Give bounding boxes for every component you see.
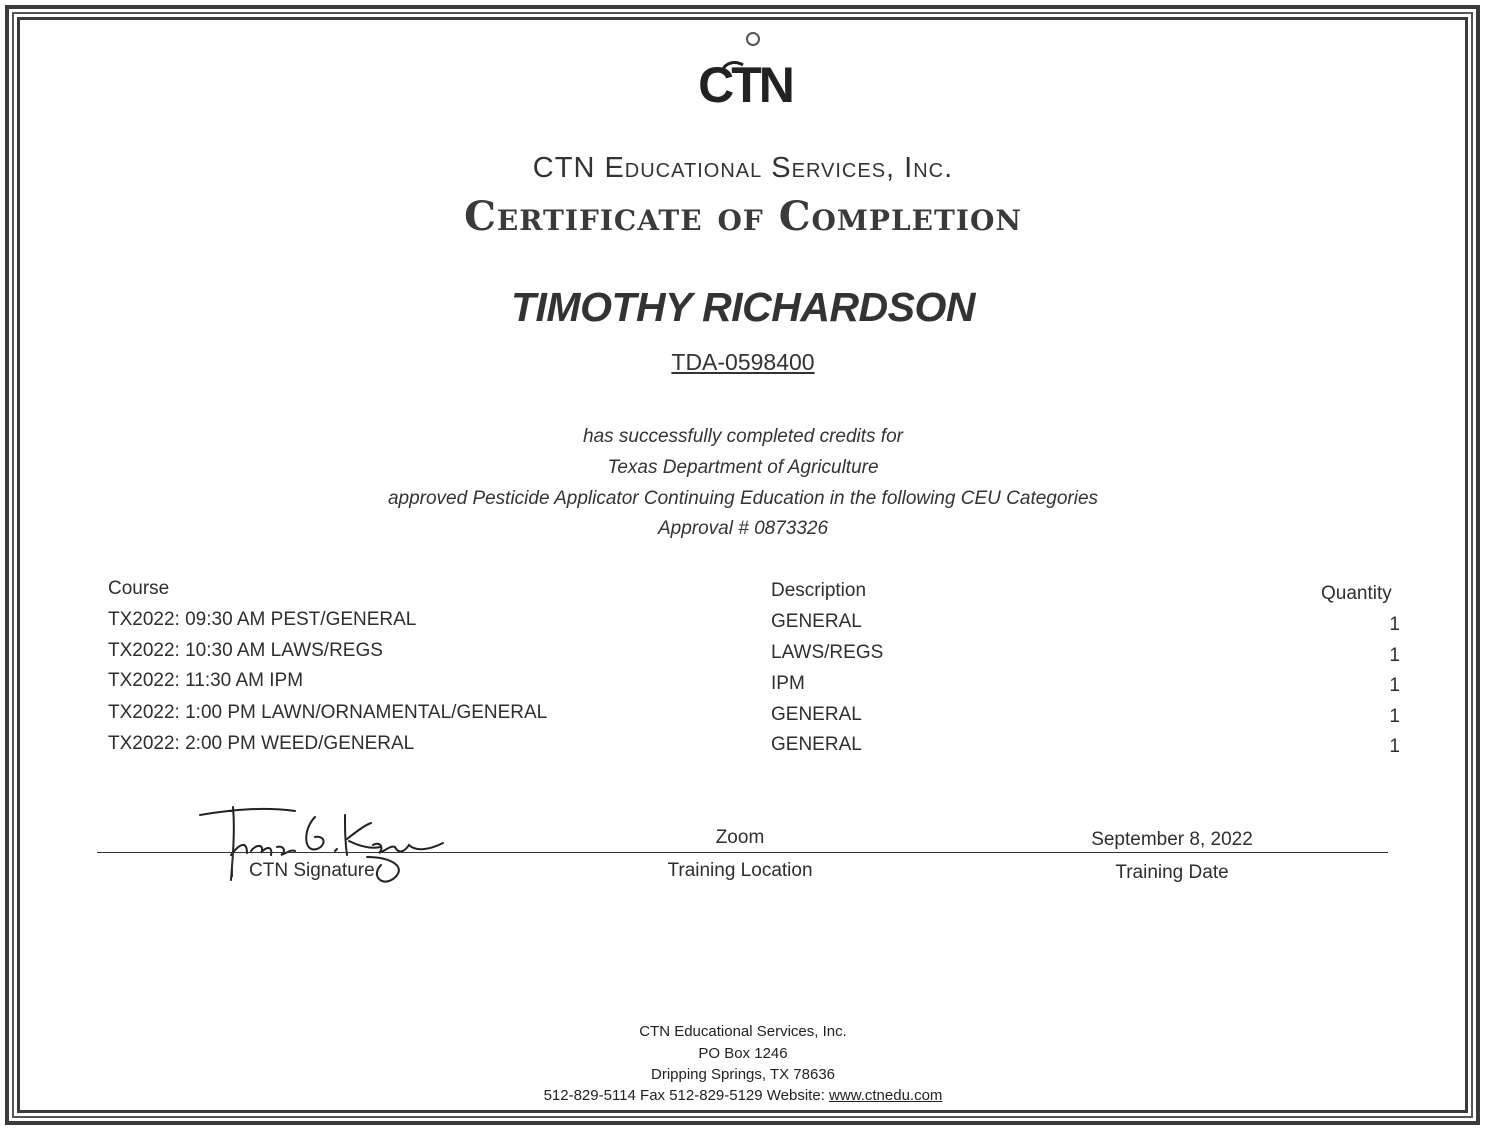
training-date-value: September 8, 2022 bbox=[1091, 829, 1253, 850]
course-cell: TX2022: 11:30 AM IPM bbox=[108, 670, 304, 691]
header-description: Description bbox=[771, 580, 867, 601]
logo-text: CTN bbox=[698, 57, 792, 113]
course-cell: TX2022: 2:00 PM WEED/GENERAL bbox=[108, 733, 415, 754]
quantity-cell: 1 bbox=[1389, 645, 1400, 666]
signature-line-tick bbox=[232, 853, 233, 877]
description-cell: GENERAL bbox=[771, 704, 862, 725]
website-link[interactable]: www.ctnedu.com bbox=[829, 1087, 943, 1104]
header-course: Course bbox=[108, 578, 170, 599]
description-cell: GENERAL bbox=[771, 734, 862, 755]
course-cell: TX2022: 10:30 AM LAWS/REGS bbox=[108, 640, 383, 661]
statement-line-2: Texas Department of Agriculture bbox=[607, 457, 879, 478]
statement-line-3: approved Pesticide Applicator Continuing Education in the following CEU Categories bbox=[387, 488, 1099, 509]
quantity-cell: 1 bbox=[1389, 736, 1400, 757]
quantity-cell: 1 bbox=[1389, 706, 1400, 727]
ctn-logo bbox=[695, 30, 795, 120]
description-cell: LAWS/REGS bbox=[771, 642, 884, 663]
footer-po-box: PO Box 1246 bbox=[698, 1045, 788, 1062]
statement-line-1: has successfully completed credits for bbox=[583, 426, 903, 447]
footer-contact-line bbox=[0, 1087, 1486, 1104]
training-location-value: Zoom bbox=[715, 827, 765, 848]
certificate-title: Certificate of Completion bbox=[464, 193, 1022, 240]
description-cell: GENERAL bbox=[771, 611, 862, 632]
signature-label: CTN Signature bbox=[249, 860, 375, 881]
course-cell: TX2022: 09:30 AM PEST/GENERAL bbox=[108, 609, 417, 630]
course-cell: TX2022: 1:00 PM LAWN/ORNAMENTAL/GENERAL bbox=[108, 702, 548, 723]
approval-number: Approval # 0873326 bbox=[657, 518, 829, 539]
footer-company: CTN Educational Services, Inc. bbox=[639, 1023, 847, 1040]
quantity-cell: 1 bbox=[1389, 675, 1400, 696]
license-number: TDA-0598400 bbox=[671, 349, 815, 375]
company-name: CTN Educational Services, Inc. bbox=[532, 152, 954, 184]
training-date-label: Training Date bbox=[1115, 862, 1229, 883]
recipient-name: TIMOTHY RICHARDSON bbox=[510, 284, 976, 330]
quantity-cell: 1 bbox=[1389, 614, 1400, 635]
header-quantity: Quantity bbox=[1321, 583, 1392, 604]
training-location-label: Training Location bbox=[667, 860, 813, 881]
footer-contact: 512-829-5114 Fax 512-829-5129 Website: bbox=[543, 1087, 830, 1104]
footer-city: Dripping Springs, TX 78636 bbox=[651, 1066, 835, 1083]
signature-line bbox=[97, 852, 1388, 853]
description-cell: IPM bbox=[771, 673, 805, 694]
